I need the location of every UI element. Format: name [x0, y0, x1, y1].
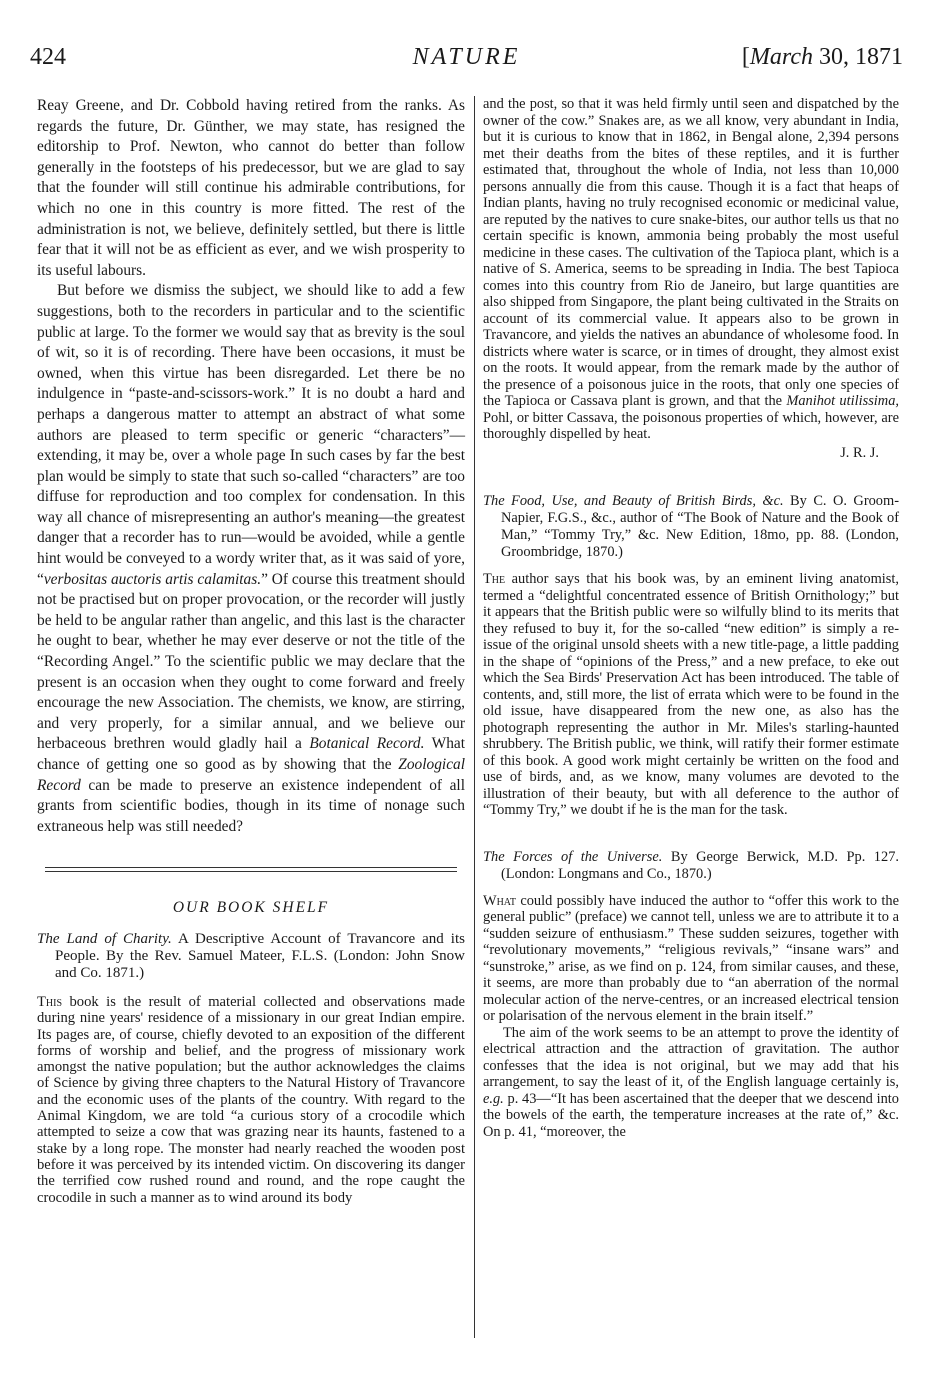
- running-header: [30, 44, 903, 78]
- right-column: [483, 96, 899, 1140]
- issue-date: [742, 44, 903, 71]
- species-name: Manihot utilissima,: [786, 393, 899, 409]
- text-run: ” Of course this treatment should not be practised but on proper provocation, or the recorder will justly be held to be angular rather than angelic, and this last is the character he ought to bear, whether he may ever deserve or not the title of the “Recording Angel.” To the scientific public we may declare that the present is an occasion when they ought to come forward and freely encourage the new Association. The chemists, we know, are stirring, and very properly, for a similar annual, and we believe our herbaceous brethren would gladly hail a: [37, 570, 465, 753]
- book-citation: [483, 849, 899, 883]
- lead-word: This: [37, 993, 63, 1010]
- left-column: [37, 96, 465, 1206]
- review-paragraph: [483, 571, 899, 819]
- paragraph: Reay Greene, and Dr. Cobbold having retired from the ranks. As regards the future, Dr. Günther, we may state, has resigned the editorship to Prof. Newton, who cannot do better than follow generally in the footsteps of his predecessor, but we are glad to say that the founder will still continue his admirable contributions, for which no one in this country is more fitted. The rest of the administration is not, we believe, definitely settled, but there is little fear that it will not be as efficient as ever, and we wish prosperity to its useful labours.: [37, 97, 465, 279]
- paragraph: [37, 281, 465, 837]
- text-run: But before we dismiss the subject, we should like to add a few suggestions, both to the recorders in particular and to the scientific public at large. To the former we would say that as brevity is the soul of wit, so it is of recording. There have been occasions, it must be owned, when this virtue has been disregarded. Let there be no indulgence in “paste-and-scissors-work.” It is no doubt a hard and perhaps a dangerous matter to attempt an abstract of what some authors are pleased to term specific or generic “characters”—extending, it may be, over a whole page In such cases by far the best plan would be simply to state that such so-called “characters” are too diffuse for reproduction and too complex for condensation. In this way all chance of misrepresenting an author's meaning—the greatest danger that a recorder has to run—would be avoided, while a gentle hint would be conveyed to a wordy writer that, as it was said of yore, “: [37, 282, 465, 588]
- book-details: By George Berwick, M.D. Pp. 127. (London: Longmans and Co., 1870.): [501, 848, 899, 882]
- date-rest: 30, 1871: [819, 44, 903, 70]
- text-run: and the post, so that it was held firmly until seen and dispatched by the owner of the cow.” Snakes are, as we all know, very abundant in India, but it is curious to know that in 1862, in Bengal alone, 2,394 persons met their deaths from the bites of these reptiles, and it is further estimated that, throughout the whole of India, not less than 10,000 persons annually die from this cause. Though it is a fact that heaps of Indian plants, having no truly recognised economic or medicinal value, are reputed by the natives to cure snake-bites, our author tells us that no certain specific is known, ammonia being probably the most useful medicine in these cases. The cultivation of the Tapioca plant, which is a native of S. America, seems to be spreading in India. The best Tapioca comes into this country from Rio de Janeiro, but large quantities are also shipped from Singapore, the plant being cultivated in the Straits on account of its commercial value. It appears also to be grown in Travancore, and yields the natives an abundance of wholesome food. In districts where water is scarce, or in times of drought, they almost exist on the roots. It would appear, from the remark made by the author of the presence of a poisonous juice in the roots, that only one species of the Tapioca or Cassava plant is grown, and that the: [483, 96, 899, 409]
- text-run: Pohl, or bitter Cassava, the poisonous properties of which, however, are thoroughly dispelled by heat.: [483, 409, 899, 442]
- lead-word: The: [483, 571, 506, 587]
- book-citation: [483, 493, 899, 561]
- date-month: March: [749, 44, 813, 70]
- text-run: What chance of getting one so good as by showing that the: [37, 735, 466, 773]
- text-run: p. 43—“It has been ascertained that the deeper that we descend into the bowels of the earth, the temperature increases at the rate of,” &c. On p. 41, “moreover, the: [483, 1090, 899, 1140]
- book-title: The Food, Use, and Beauty of British Birds, &c.: [483, 493, 784, 509]
- book-details: A Descriptive Account of Travancore and its People. By the Rev. Samuel Mateer, F.L.S. (London: John Snow and Co. 1871.): [55, 930, 465, 981]
- review-paragraph: [483, 893, 899, 1025]
- text-run: author says that his book was, by an eminent living anatomist, termed a “delightful concentrated essence of British Ornithology;” but it appears that the British public were so wilfully blind to its merits that they refused to buy it, for the so-called “new edition” is simply a re-issue of the original unsold sheets with a new title-page, a little padding in the shape of “opinions of the Press,” and a new preface, to eke out which the Sea Birds' Preservation Act has been introduced. The table of contents, and, still more, the list of errata which were to be found in the old issue, have disappeared from the new one, as also has the photograph representing the author in Mr. Miles's starling-haunted shrubbery. The British public, we think, will ratify their former estimate of this book. A good work might certainly be written on the food and use of birds, and, as we know, many volumes are devoted to the illustration of their beauty, but with all deference to the author of “Tommy Try,” we doubt if he is the man for the task.: [483, 571, 899, 818]
- paragraph: [483, 96, 899, 443]
- text-run: could possibly have induced the author to “offer this work to the general public” (preface) we cannot tell, unless we are to attribute it to a “sudden seizure of enthusiasm.” These sudden seizures, together with “revolutionary movements,” “religious revivals,” “insane wars” and “sunstroke,” arise, as we find on p. 124, from similar causes, and these, it seems, are more than probably due to “an aberration of the normal molecular action of the nerve-centres, or an increased electrical tension or polarisation of the nervous element in the brain itself.”: [483, 892, 899, 1024]
- latin-quote: verbositas auctoris artis calamitas.: [43, 570, 262, 588]
- section-rule: [45, 867, 457, 872]
- journal-title: NATURE: [412, 44, 521, 70]
- lead-word: What: [483, 892, 517, 909]
- book-title: The Land of Charity.: [37, 930, 172, 947]
- page-number: 424: [30, 44, 66, 70]
- zoological-record-title: Zoological Record: [37, 756, 465, 794]
- reviewer-initials: J. R. J.: [840, 444, 879, 461]
- date-bracket: [: [741, 44, 750, 70]
- book-details: By C. O. Groom-Napier, F.G.S., &c., author of “The Book of Nature and the Book of Man,” “Tommy Try,” &c. New Edition, 18mo, pp. 88. (London, Groombridge, 1870.): [501, 493, 899, 560]
- section-heading: OUR BOOK SHELF: [172, 899, 330, 917]
- text-run: book is the result of material collected and observations made during nine years' residence of a missionary in our great Indian empire. Its pages are, of course, chiefly devoted to an exposition of the different forms of worship and belief, and the progress of missionary work amongst the native population; but the author acknowledges the claims of Science by giving three chapters to the Natural History of Travancore and the economic uses of the plants of the country. With regard to the Animal Kingdom, we are told “a curious story of a crocodile which attempted to seize a cow that was grazing near its haunts, fastened to a stake by a long rope. The monster had nearly reached the wooden post before it was perceived by its intended victim. On discovering its danger the terrified cow rushed round and round, and the rope caught the crocodile in such a manner as to wind around its body: [37, 993, 465, 1206]
- text-run: The aim of the work seems to be an attempt to prove the identity of electrical attraction and the attraction of gravitation. The author confesses that the idea is not original, but we may add that his arrangement, to say the least of it, of the English language certainly is,: [483, 1024, 899, 1090]
- column-divider: [474, 96, 475, 1338]
- abbreviation: e.g.: [483, 1090, 504, 1107]
- review-paragraph: [37, 994, 465, 1206]
- text-run: can be made to preserve an existence independent of all grants from scientific bodies, though in its time of nonage such extraneous help was still needed?: [37, 776, 465, 835]
- review-paragraph: [483, 1025, 899, 1141]
- book-citation: [37, 931, 465, 982]
- book-title: The Forces of the Universe.: [483, 848, 663, 865]
- botanical-record-title: Botanical Record.: [309, 735, 425, 753]
